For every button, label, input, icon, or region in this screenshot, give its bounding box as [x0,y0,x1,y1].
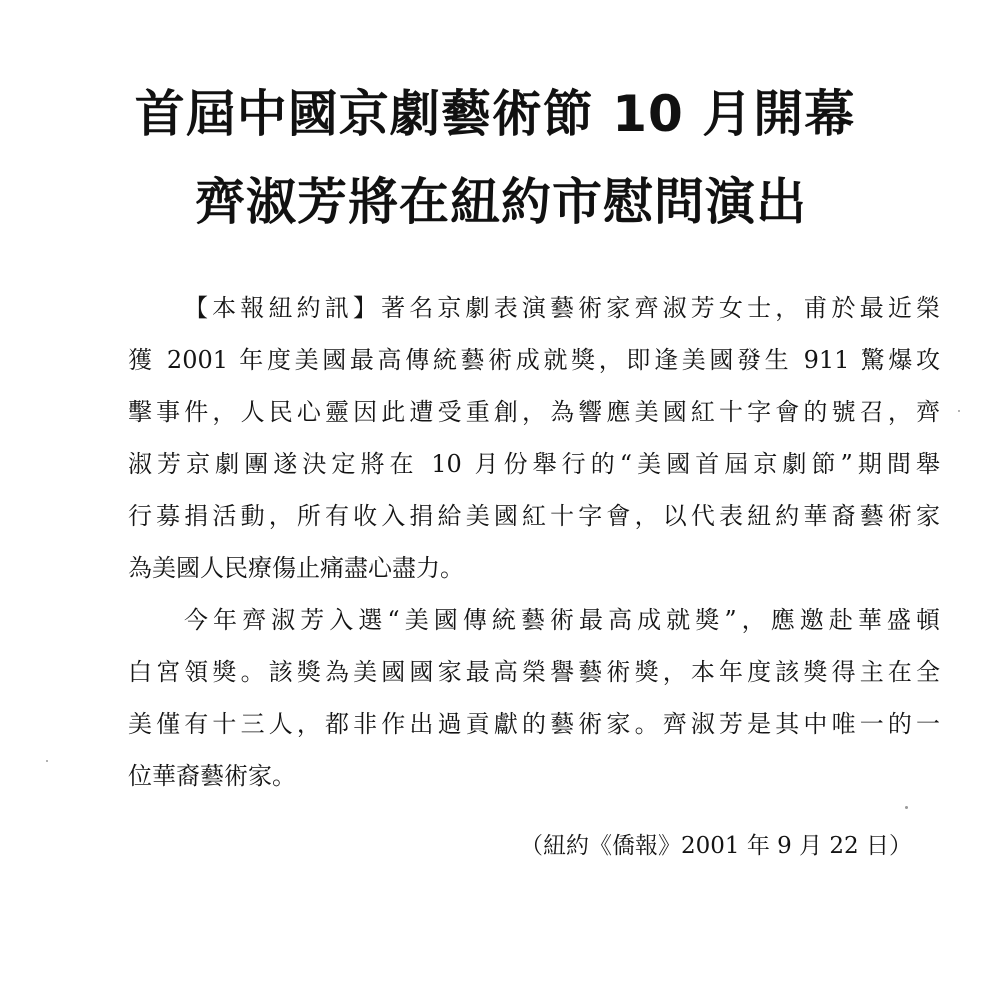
paragraph-line: 白宮領獎。該獎為美國國家最高榮譽藝術獎，本年度該獎得主在全 [128,658,940,686]
paragraph-line: 【本報紐約訊】著名京劇表演藝術家齊淑芳女士，甫於最近榮 [184,294,940,322]
headline-line-2: 齊淑芳將在紐約市慰問演出 [195,173,807,231]
article-paragraph-1 [128,282,940,594]
paragraph-line: 擊事件，人民心靈因此遭受重創，為響應美國紅十字會的號召，齊 [128,398,940,426]
paragraph-line: 美僅有十三人，都非作出過貢獻的藝術家。齊淑芳是其中唯一的一 [128,710,940,738]
source-dateline: （紐約《僑報》2001 年 9 月 22 日） [520,833,912,859]
paragraph-line: 位華裔藝術家。 [128,762,296,790]
article-paragraph-2 [128,594,940,802]
headline-line-1: 首屆中國京劇藝術節 10 月開幕 [134,85,856,143]
paragraph-line: 獲 2001 年度美國最高傳統藝術成就獎，即逢美國發生 911 驚爆攻 [128,346,940,374]
paragraph-line: 淑芳京劇團遂決定將在 10 月份舉行的“美國首屆京劇節”期間舉 [128,450,940,478]
paragraph-line: 行募捐活動，所有收入捐給美國紅十字會，以代表紐約華裔藝術家 [128,502,940,530]
paragraph-line: 為美國人民療傷止痛盡心盡力。 [128,554,464,582]
paragraph-line: 今年齊淑芳入選“美國傳統藝術最高成就獎”，應邀赴華盛頓 [184,606,940,634]
